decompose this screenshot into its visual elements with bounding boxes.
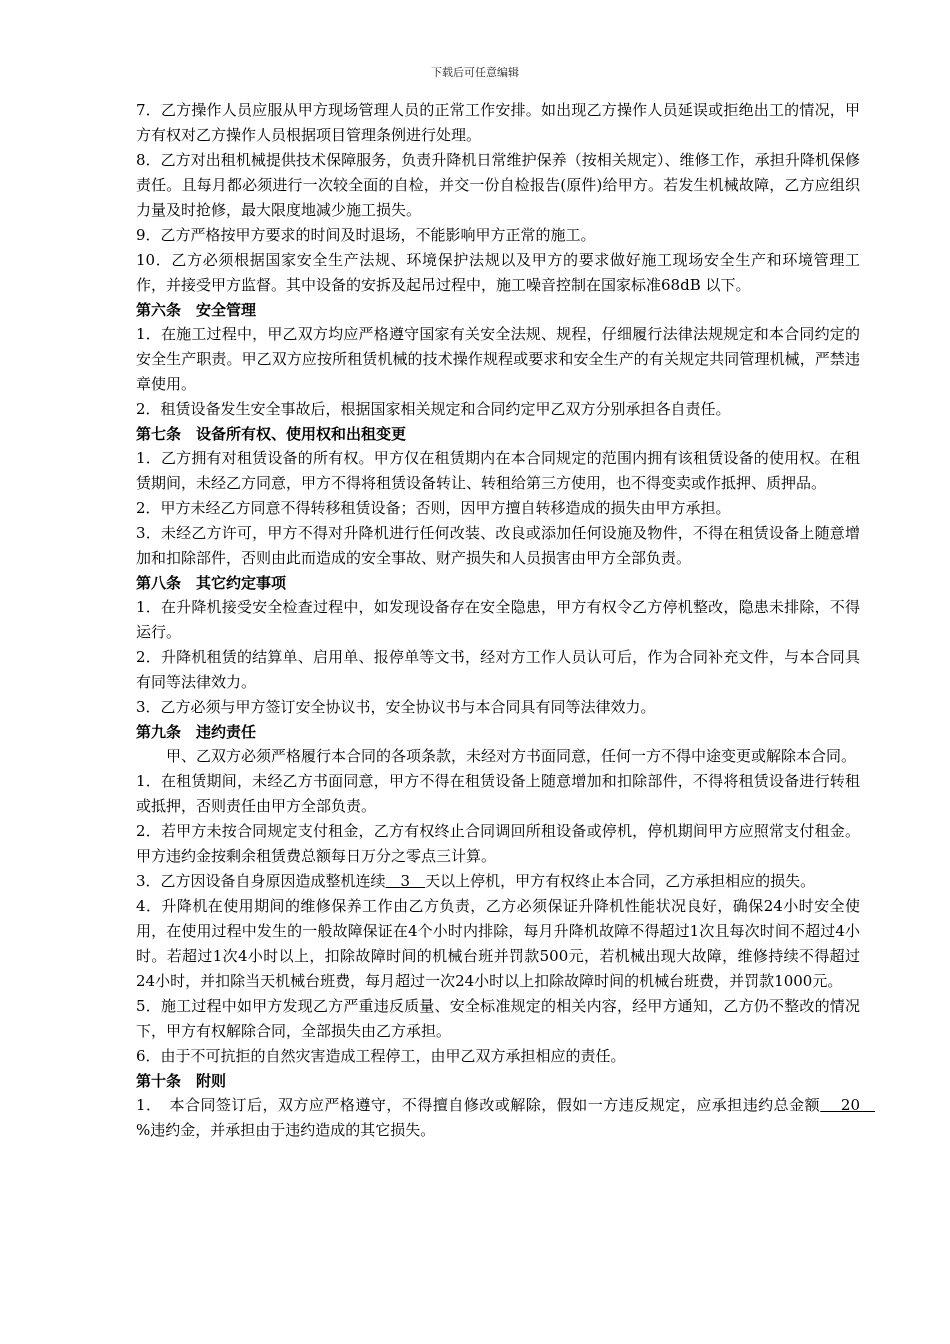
clause-9-item-3-text-before: 3．乙方因设备自身原因造成整机连续 (136, 872, 386, 890)
clause-8-item-1: 1．在升降机接受安全检查过程中，如发现设备存在安全隐患，甲方有权令乙方停机整改，隐患未排除，不得运行。 (136, 598, 860, 641)
clause-7-item-2: 2．甲方未经乙方同意不得转移租赁设备；否则，因甲方擅自转移造成的损失由甲方承担。 (136, 499, 731, 517)
section-heading-6: 第六条 安全管理 (136, 301, 257, 319)
clause-6-item-1: 1．在施工过程中，甲乙双方均应严格遵守国家有关安全法规、规程，仔细履行法律法规规定和本合同约定的安全生产职责。甲乙双方应按所租赁机械的技术操作规程或要求和安全生产的有关规定共同管理机械，严禁违章使用。 (136, 325, 860, 393)
clause-9-intro: 甲、乙双方必须严格履行本合同的各项条款，未经对方书面同意，任何一方不得中途变更或解除本合同。 (166, 747, 857, 765)
clause-5-item-8: 8．乙方对出租机械提供技术保障服务，负责升降机日常维护保养（按相关规定）、维修工作，承担升降机保修责任。且每月都必须进行一次较全面的自检，并交一份自检报告(原件)给甲方。若发生机械故障，乙方应组织力量及时抢修，最大限度地减少施工损失。 (136, 151, 860, 219)
clause-8-item-3: 3．乙方必须与甲方签订安全协议书，安全协议书与本合同具有同等法律效力。 (136, 698, 656, 716)
clause-9-item-4: 4．升降机在使用期间的维修保养工作由乙方负责，乙方必须保证升降机性能状况良好，确保24小时安全使用，在使用过程中发生的一般故障保证在4个小时内排除，每月升降机故障不得超过1次且每次时间不超过4小时。若超过1次4小时以上，扣除故障时间的机械台班并罚款500元，若机械出现大故障，维修持续不得超过24小时，并扣除当天机械台班费，每月超过一次24小时以上扣除故障时间的机械台班费，并罚款1000元。 (136, 897, 860, 990)
clause-10-item-1 (136, 1093, 875, 1143)
clause-9-item-6: 6．由于不可抗拒的自然灾害造成工程停工，由甲乙双方承担相应的责任。 (136, 1047, 626, 1065)
clause-8-item-2: 2．升降机租赁的结算单、启用单、报停单等文书，经对方工作人员认可后，作为合同补充文件，与本合同具有同等法律效力。 (136, 648, 860, 691)
stoppage-days-value: 3 (385, 872, 426, 890)
clause-9-item-3-text-after: 天以上停机，甲方有权终止本合同，乙方承担相应的损失。 (425, 872, 816, 890)
clause-10-item-1-text-after: %违约金，并承担由于违约造成的其它损失。 (136, 1121, 436, 1139)
page-header: 下载后可任意编辑 (431, 66, 519, 79)
clause-6-item-2: 2．租赁设备发生安全事故后，根据国家相关规定和合同约定甲乙双方分别承担各自责任。 (136, 400, 731, 418)
penalty-percent-value: 20 (820, 1096, 875, 1114)
clause-5-item-7: 7．乙方操作人员应服从甲方现场管理人员的正常工作安排。如出现乙方操作人员延误或拒绝出工的情况，甲方有权对乙方操作人员根据项目管理条例进行处理。 (136, 101, 860, 144)
section-heading-10: 第十条 附则 (136, 1072, 227, 1090)
clause-9-item-1: 1．在租赁期间，未经乙方书面同意，甲方不得在租赁设备上随意增加和扣除部件，不得将租赁设备进行转租或抵押，否则责任由甲方全部负责。 (136, 772, 860, 815)
contract-body (136, 98, 875, 1143)
clause-9-item-5: 5．施工过程中如甲方发现乙方严重违反质量、安全标准规定的相关内容，经甲方通知，乙方仍不整改的情况下，甲方有权解除合同，全部损失由乙方承担。 (136, 997, 860, 1040)
section-heading-9: 第九条 违约责任 (136, 723, 257, 741)
clause-7-item-1: 1．乙方拥有对租赁设备的所有权。甲方仅在租赁期内在本合同规定的范围内拥有该租赁设备的使用权。在租赁期间，未经乙方同意，甲方不得将租赁设备转让、转租给第三方使用，也不得变卖或作抵押、质押品。 (136, 449, 860, 492)
clause-9-item-2: 2．若甲方未按合同规定支付租金，乙方有权终止合同调回所租设备或停机，停机期间甲方应照常支付租金。甲方违约金按剩余租赁费总额每日万分之零点三计算。 (136, 822, 860, 865)
clause-9-item-3 (136, 869, 860, 894)
section-heading-7: 第七条 设备所有权、使用权和出租变更 (136, 425, 407, 443)
section-heading-8: 第八条 其它约定事项 (136, 574, 287, 592)
clause-5-item-10: 10．乙方必须根据国家安全生产法规、环境保护法规以及甲方的要求做好施工现场安全生产和环境管理工作，并接受甲方监督。其中设备的安拆及起吊过程中，施工噪音控制在国家标准68dB 以下。 (136, 251, 860, 294)
clause-10-item-1-text-before: 1． 本合同签订后，双方应严格遵守，不得擅自修改或解除，假如一方违反规定，应承担违约总金额 (136, 1096, 821, 1114)
clause-7-item-3: 3．未经乙方许可，甲方不得对升降机进行任何改装、改良或添加任何设施及物件，不得在租赁设备上随意增加和扣除部件，否则由此而造成的安全事故、财产损失和人员损害由甲方全部负责。 (136, 524, 860, 567)
clause-5-item-9: 9．乙方严格按甲方要求的时间及时退场，不能影响甲方正常的施工。 (136, 226, 596, 244)
